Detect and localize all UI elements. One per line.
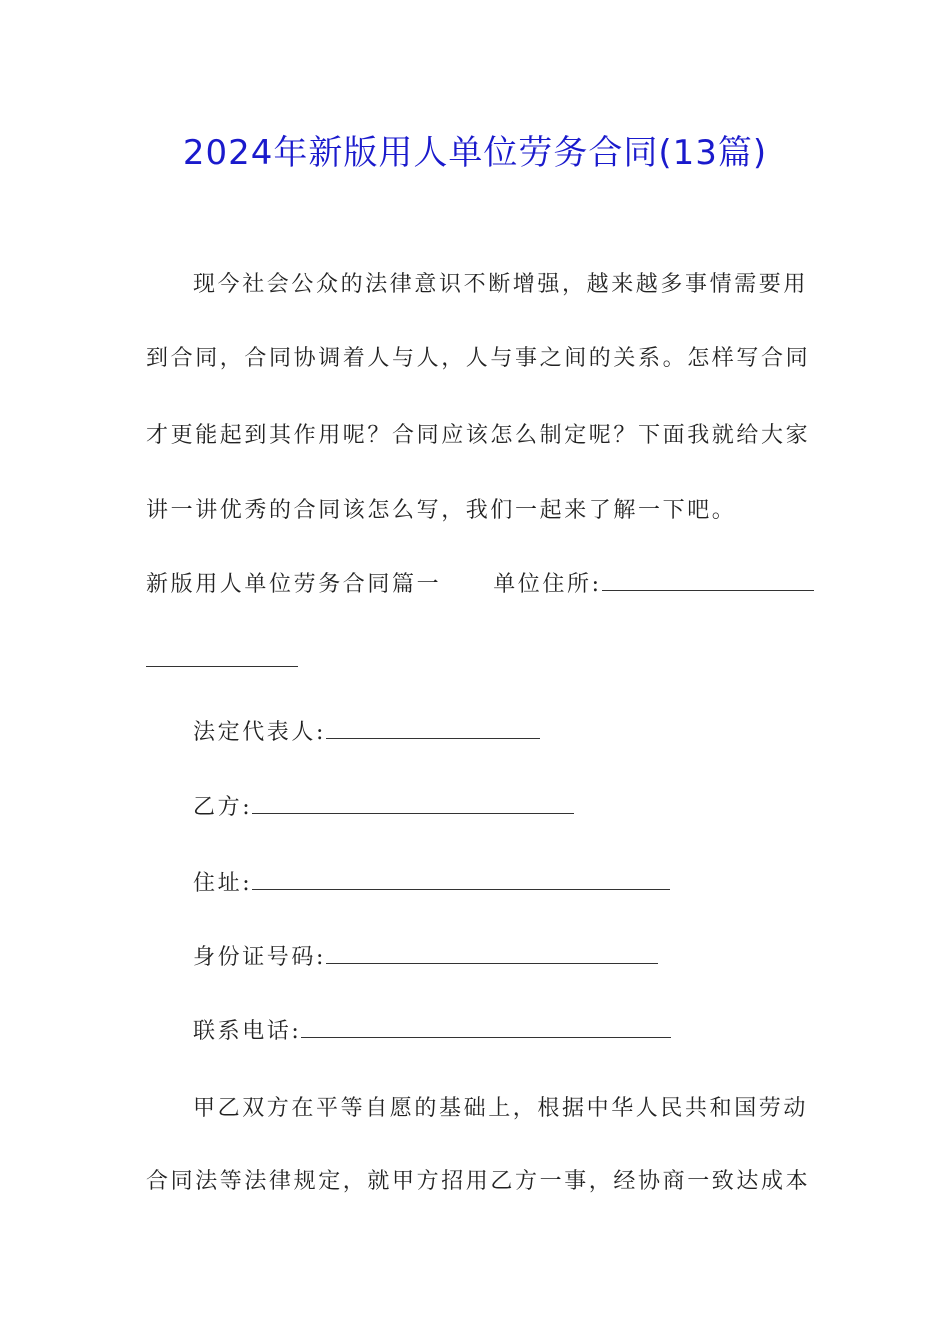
party-b-label: 乙方: — [193, 795, 253, 820]
party-b-row — [193, 791, 853, 825]
section-heading: 新版用人单位劳务合同篇一 — [146, 572, 442, 597]
legal-rep-blank — [326, 718, 540, 739]
intro-line-3: 才更能起到其作用呢？合同应该怎么制定呢？下面我就给大家 — [146, 423, 811, 448]
id-number-label: 身份证号码: — [193, 945, 327, 970]
address-label: 住址: — [193, 871, 253, 896]
section-heading-row — [146, 568, 806, 602]
closing-line-2: 合同法等法律规定，就甲方招用乙方一事，经协商一致达成本 — [146, 1169, 811, 1194]
intro-line-1: 现今社会公众的法律意识不断增强，越来越多事情需要用 — [193, 272, 809, 297]
legal-rep-label: 法定代表人: — [193, 720, 327, 745]
closing-line-1: 甲乙双方在平等自愿的基础上，根据中华人民共和国劳动 — [193, 1096, 809, 1121]
unit-address-label: 单位住所: — [493, 572, 602, 597]
id-number-row — [193, 941, 853, 975]
unit-address-blank-continued — [146, 646, 298, 667]
intro-line-2: 到合同，合同协调着人与人，人与事之间的关系。怎样写合同 — [146, 346, 811, 371]
phone-row — [193, 1015, 853, 1049]
address-blank — [252, 869, 670, 890]
id-number-blank — [326, 943, 658, 964]
phone-label: 联系电话: — [193, 1019, 302, 1044]
phone-blank — [301, 1017, 671, 1038]
unit-address-continuation — [146, 644, 806, 678]
document-title: 2024年新版用人单位劳务合同(13篇) — [182, 133, 768, 173]
party-b-blank — [252, 793, 574, 814]
address-row — [193, 867, 853, 901]
intro-line-4: 讲一讲优秀的合同该怎么写，我们一起来了解一下吧。 — [146, 498, 737, 523]
legal-rep-row — [193, 716, 853, 750]
unit-address-blank — [602, 570, 814, 591]
